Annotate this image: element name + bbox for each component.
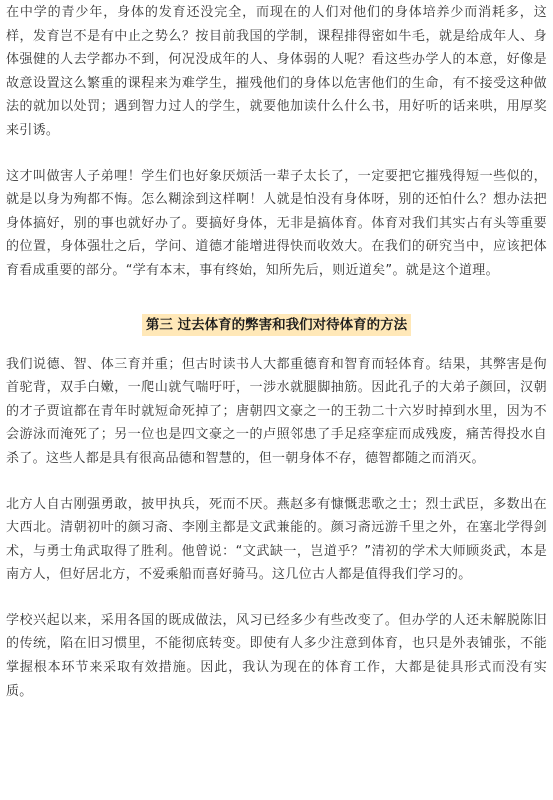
- paragraph-5: 学校兴起以来，采用各国的既成做法，风习已经多少有些改变了。但办学的人还未解脱陈旧的传统，陷在旧习惯里，不能彻底转变。即使有人多少注意到体育，也只是外表铺张，不能掌握根本环节来采取有效措施。因此，我认为现在的体育工作，大都是徒具形式而没有实质。: [6, 612, 547, 699]
- section-heading: 第三 过去体育的弊害和我们对待体育的方法: [142, 314, 411, 336]
- paragraph-spacer: [6, 343, 547, 353]
- paragraph-4: 北方人自古刚强勇敢，披甲执兵，死而不厌。燕赵多有慷慨悲歌之士；烈士武臣，多数出在大西北。清朝初叶的颜习斋、李刚主都是文武兼能的。颜习斋远游千里之外，在塞北学得剑术，与勇士角武取得了胜利。他曾说：“文武缺一，岂道乎？”清初的学术大师顾炎武，本是南方人，但好居北方，不爱乘船而喜好骑马。这几位古人都是值得我们学习的。: [6, 496, 547, 583]
- section-heading-block: [6, 305, 547, 343]
- paragraph-2: 这才叫做害人子弟哩！学生们也好象厌烦活一辈子太长了，一定要把它摧残得短一些似的，就是以身为殉都不悔。怎么糊涂到这样啊！人就是怕没有身体呀，别的还怕什么？想办法把身体搞好，别的事也就好办了。要搞好身体，无非是搞体育。体育对我们其实占有头等重要的位置，身体强壮之后，学问、道德才能增进得快而收效大。在我们的研究当中，应该把体育看成重要的部分。“学有本末，事有终始，知所先后，则近道矣”。就是这个道理。: [6, 168, 547, 278]
- paragraph-spacer: [6, 587, 547, 609]
- paragraph-1: 在中学的青少年，身体的发育还没完全，而现在的人们对他们的身体培养少而消耗多，这样，发育岂不是有中止之势么？按目前我国的学制，课程排得密如牛毛，就是给成年人、身体强健的人去学都办不到，何况没成年的人、身体弱的人呢？看这些办学人的本意，好像是故意设置这么繁重的课程来为难学生，摧残他们的身体以危害他们的生命，有不接受这种做法的就加以处罚；遇到智力过人的学生，就要他加读什么什么书，用好听的话来哄，用厚奖来引诱。: [6, 5, 547, 138]
- paragraph-3: 我们说德、智、体三育并重；但古时读书人大都重德育和智育而轻体育。结果，其弊害是佝首驼背，双手白嫩，一爬山就气喘吁吁，一涉水就腿脚抽筋。因此孔子的大弟子颜回，汉朝的才子贾谊都在青年时就短命死掉了；唐朝四文豪之一的王勃二十六岁时掉到水里，因为不会游泳而淹死了；另一位也是四文豪之一的卢照邻患了手足痉挛症而成残废，痛苦得投水自杀了。这些人都是具有很高品德和智慧的，但一朝身体不存，德智都随之而消灭。: [6, 356, 547, 466]
- paragraph-spacer: [6, 471, 547, 493]
- paragraph-spacer: [6, 143, 547, 165]
- paragraph-spacer: [6, 283, 547, 305]
